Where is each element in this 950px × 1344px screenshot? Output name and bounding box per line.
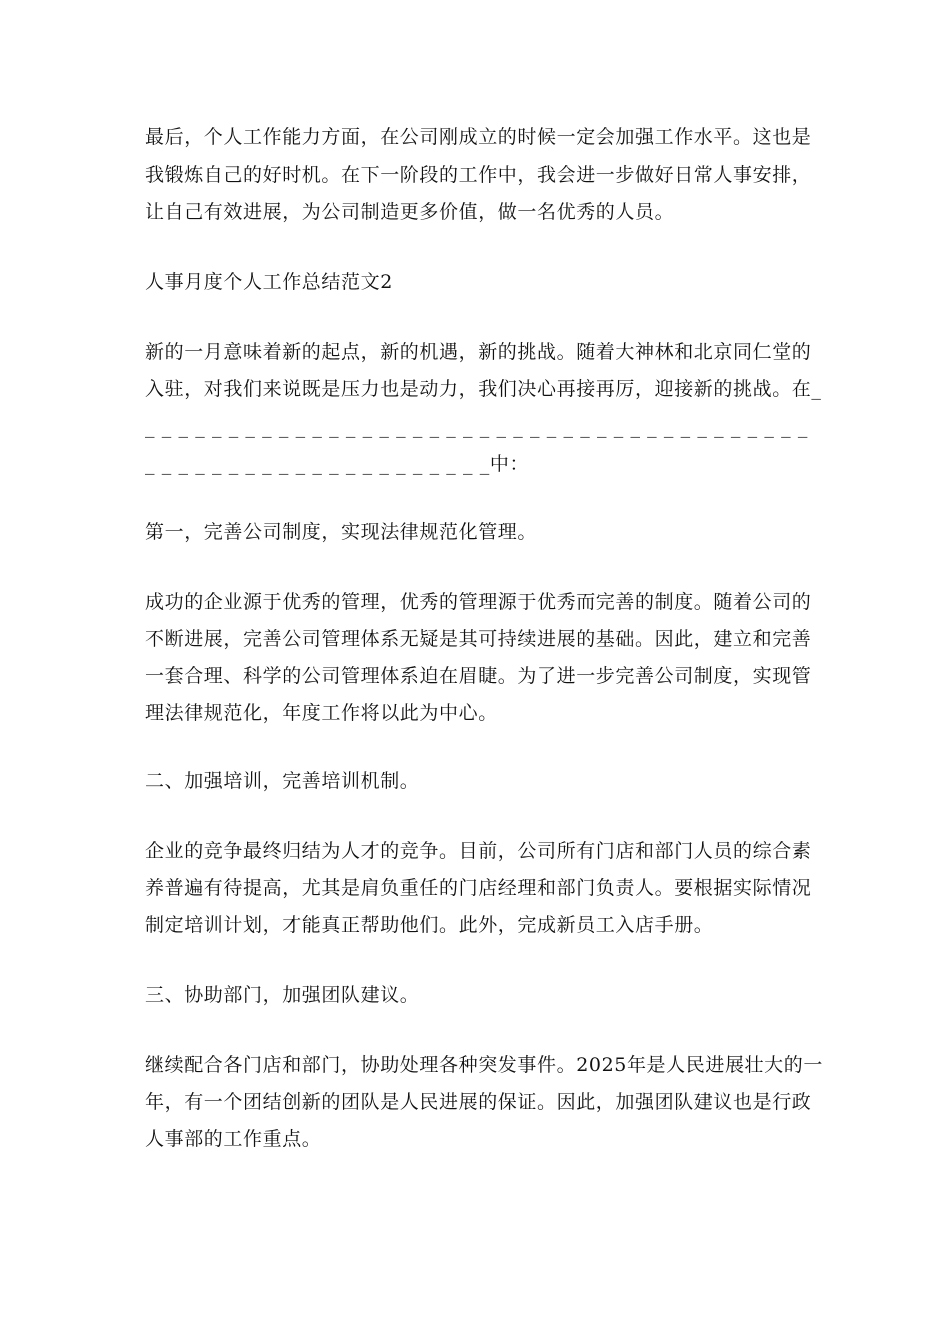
text-line: 一套合理、科学的公司管理体系迫在眉睫。为了进一步完善公司制度，实现管 xyxy=(145,665,812,687)
item-heading: 第一，完善公司制度，实现法律规范化管理。 xyxy=(145,521,538,543)
text-line: 人事部的工作重点。 xyxy=(145,1128,322,1150)
text-line: 企业的竞争最终归结为人才的竞争。目前，公司所有门店和部门人员的综合素 xyxy=(145,840,812,862)
text-line: 年，有一个团结创新的团队是人民进展的保证。因此，加强团队建议也是行政 xyxy=(145,1091,812,1113)
text-line: 入驻，对我们来说既是压力也是动力，我们决心再接再厉，迎接新的挑战。在_ xyxy=(145,378,822,400)
text-line: 制定培训计划，才能真正帮助他们。此外，完成新员工入店手册。 xyxy=(145,914,714,936)
text-line: 新的一月意味着新的起点，新的机遇，新的挑战。随着大神林和北京同仁堂的 xyxy=(145,341,812,363)
item-heading: 三、协助部门，加强团队建议。 xyxy=(145,984,420,1006)
text-line: 理法律规范化，年度工作将以此为中心。 xyxy=(145,702,498,724)
text-line: 继续配合各门店和部门，协助处理各种突发事件。2025年是人民进展壮大的一 xyxy=(145,1054,823,1076)
text-line: 养普遍有待提高，尤其是肩负重任的门店经理和部门负责人。要根据实际情况 xyxy=(145,877,812,899)
section-title: 人事月度个人工作总结范文2 xyxy=(145,271,393,293)
text-line: 让自己有效进展，为公司制造更多价值，做一名优秀的人员。 xyxy=(145,201,675,223)
item-heading: 二、加强培训，完善培训机制。 xyxy=(145,770,420,792)
text-line: 成功的企业源于优秀的管理，优秀的管理源于优秀而完善的制度。随着公司的 xyxy=(145,591,812,613)
text-line: 最后，个人工作能力方面，在公司刚成立的时候一定会加强工作水平。这也是 xyxy=(145,126,812,148)
text-line: 不断进展，完善公司管理体系无疑是其可持续进展的基础。因此，建立和完善 xyxy=(145,628,812,650)
text-line: _ _ _ _ _ _ _ _ _ _ _ _ _ _ _ _ _ _ _ _ _中： xyxy=(145,453,530,475)
underline-blank: _ _ _ _ _ _ _ _ _ _ _ _ _ _ _ _ _ _ _ _ _ _ _ _ _ _ _ _ _ _ _ _ _ _ _ _ _ _ _ _ xyxy=(145,416,808,438)
text-line: 我锻炼自己的好时机。在下一阶段的工作中，我会进一步做好日常人事安排， xyxy=(145,164,812,186)
